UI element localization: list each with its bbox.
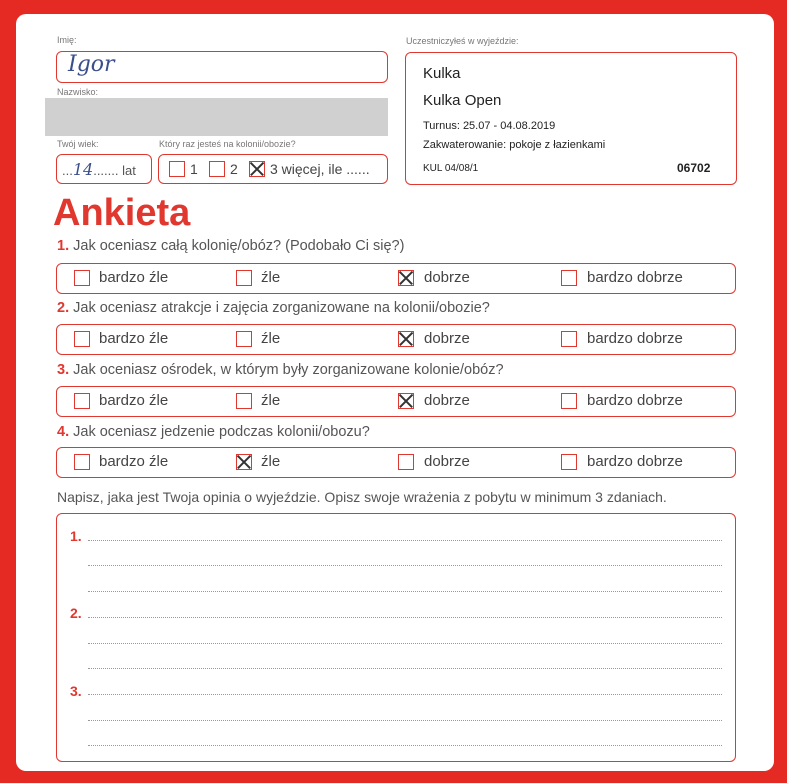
imie-value: Igor [68, 52, 115, 77]
question-2 [57, 300, 490, 316]
q1-checkbox-3[interactable] [398, 270, 414, 286]
q4-option-label: dobrze [424, 453, 470, 470]
trip-zakwaterowanie: Zakwaterowanie: pokoje z łazienkami [423, 139, 606, 151]
trip-label: Uczestniczyłeś w wyjeździe: [406, 36, 519, 46]
ktory-raz-option-2: 2 [230, 161, 238, 177]
q2-checkbox-4[interactable] [561, 331, 577, 347]
q3-option-label: źle [261, 392, 281, 409]
q1-option-label: źle [261, 269, 281, 286]
q2-checkbox-1[interactable] [74, 331, 90, 347]
question-number: 1. [57, 238, 70, 254]
question-4 [57, 424, 370, 440]
opinion-prompt: Napisz, jaka jest Twoja opinia o wyjeździe. Opisz swoje wrażenia z pobytu w minimum 3 zdaniach. [57, 489, 667, 505]
question-text: Jak oceniasz całą kolonię/obóz? (Podobało Ci się?) [73, 238, 405, 254]
q1-checkbox-2[interactable] [236, 270, 252, 286]
question-number: 2. [57, 300, 70, 316]
writing-line[interactable] [88, 745, 722, 746]
opinion-box[interactable] [56, 513, 736, 762]
q3-checkbox-1[interactable] [74, 393, 90, 409]
trip-code: KUL 04/08/1 [423, 163, 479, 174]
q4-option-label: bardzo dobrze [587, 453, 683, 470]
q3-checkbox-3[interactable] [398, 393, 414, 409]
ktory-raz-label: Który raz jesteś na kolonii/obozie? [159, 139, 296, 149]
ktory-raz-checkbox-3[interactable] [249, 161, 265, 177]
wiek-line [62, 160, 136, 179]
q4-checkbox-4[interactable] [561, 454, 577, 470]
trip-subname: Kulka Open [423, 92, 502, 109]
q3-option-label: dobrze [424, 392, 470, 409]
q4-option-label: bardzo źle [99, 453, 169, 470]
ktory-raz-checkbox-2[interactable] [209, 161, 225, 177]
trip-number: 06702 [677, 161, 711, 175]
q4-checkbox-3[interactable] [398, 454, 414, 470]
q1-option-label: dobrze [424, 269, 470, 286]
question-1 [57, 238, 404, 254]
opinion-line-number: 1. [70, 528, 82, 544]
writing-line[interactable] [88, 591, 722, 592]
ktory-raz-checkbox-1[interactable] [169, 161, 185, 177]
wiek-label: Twój wiek: [57, 139, 99, 149]
writing-line[interactable] [88, 565, 722, 566]
question-text: Jak oceniasz jedzenie podczas kolonii/obozu? [73, 424, 370, 440]
q1-option-label: bardzo źle [99, 269, 169, 286]
q2-checkbox-3[interactable] [398, 331, 414, 347]
question-3 [57, 362, 504, 378]
q2-option-label: bardzo źle [99, 330, 169, 347]
ktory-raz-option-1: 1 [190, 161, 198, 177]
q2-checkbox-2[interactable] [236, 331, 252, 347]
q1-option-label: bardzo dobrze [587, 269, 683, 286]
writing-line[interactable] [88, 540, 722, 541]
question-number: 4. [57, 424, 70, 440]
wiek-prefix: ... [62, 163, 73, 178]
wiek-value: 14 [72, 160, 94, 179]
question-number: 3. [57, 362, 70, 378]
trip-name: Kulka [423, 65, 461, 82]
nazwisko-redaction [45, 98, 388, 136]
writing-line[interactable] [88, 720, 722, 721]
q4-option-label: źle [261, 453, 281, 470]
ktory-raz-option-3: 3 więcej, ile ...... [270, 161, 370, 177]
q4-checkbox-1[interactable] [74, 454, 90, 470]
q2-option-label: źle [261, 330, 281, 347]
q3-option-label: bardzo źle [99, 392, 169, 409]
q1-checkbox-1[interactable] [74, 270, 90, 286]
opinion-line-number: 2. [70, 605, 82, 621]
writing-line[interactable] [88, 668, 722, 669]
writing-line[interactable] [88, 617, 722, 618]
imie-label: Imię: [57, 35, 77, 45]
q3-checkbox-2[interactable] [236, 393, 252, 409]
writing-line[interactable] [88, 643, 722, 644]
q3-checkbox-4[interactable] [561, 393, 577, 409]
question-text: Jak oceniasz atrakcje i zajęcia zorganizowane na kolonii/obozie? [73, 300, 490, 316]
nazwisko-label: Nazwisko: [57, 87, 99, 97]
page-title: Ankieta [53, 192, 191, 234]
q4-checkbox-2[interactable] [236, 454, 252, 470]
q3-option-label: bardzo dobrze [587, 392, 683, 409]
trip-turnus: Turnus: 25.07 - 04.08.2019 [423, 120, 556, 132]
q2-option-label: dobrze [424, 330, 470, 347]
opinion-line-number: 3. [70, 683, 82, 699]
writing-line[interactable] [88, 694, 722, 695]
q1-checkbox-4[interactable] [561, 270, 577, 286]
q2-option-label: bardzo dobrze [587, 330, 683, 347]
question-text: Jak oceniasz ośrodek, w którym były zorganizowane kolonie/obóz? [73, 362, 504, 378]
wiek-suffix: ....... lat [93, 163, 136, 178]
